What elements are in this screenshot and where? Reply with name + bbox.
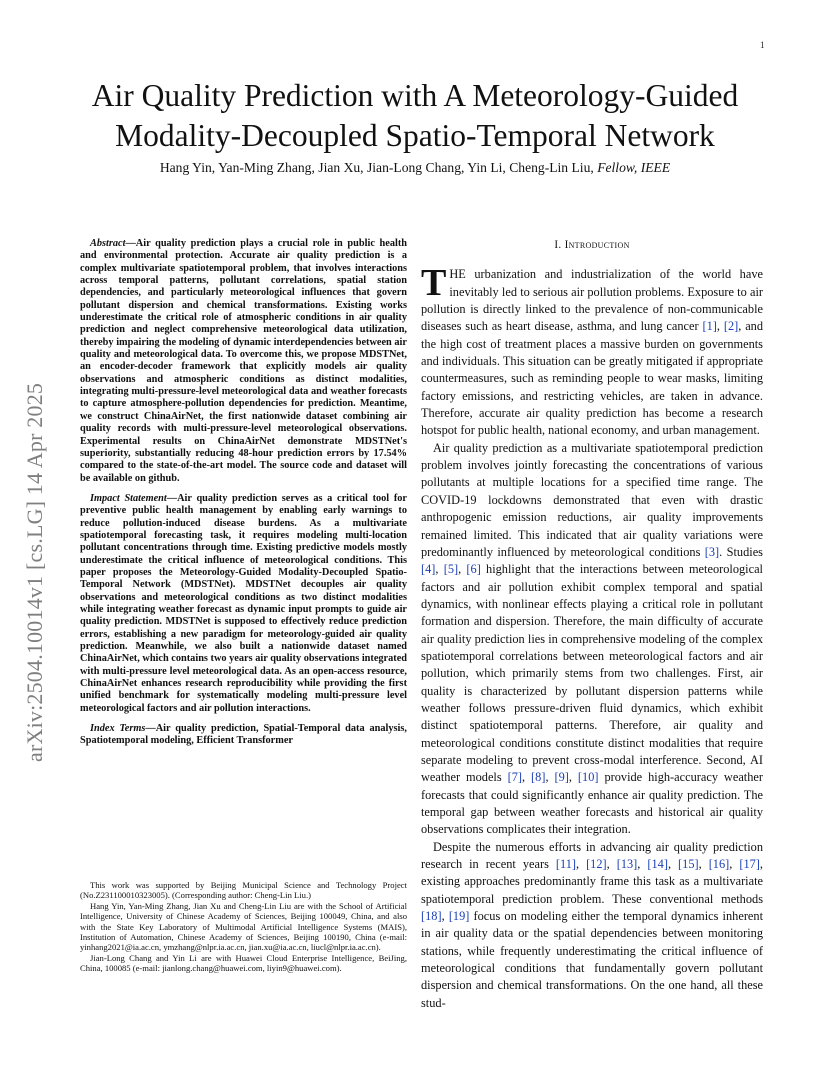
paper-title: [40, 76, 790, 156]
sep: ,: [698, 857, 709, 872]
citation[interactable]: [14]: [647, 857, 668, 872]
footnote-funding: This work was supported by Beijing Municipal Science and Technology Project (No.Z231100010323005). (Corresponding author: Cheng-Lin Liu.): [80, 880, 407, 901]
sep: ,: [435, 562, 444, 577]
p2-text: . Studies: [719, 544, 763, 559]
p3-text: Despite the numerous efforts in advancing air quality prediction research in recent years: [421, 839, 763, 872]
sep: ,: [458, 562, 467, 577]
abstract-text: —Air quality prediction plays a crucial role in public health and environmental protection. Accurate air quality prediction is a complex multivariate spatiotemporal problem, that involves interactions across temporal patterns, pollutant correlations, spatial station dependencies, and particularly meteorological influences that govern pollutant dispersion and chemical transformations. Existing works underestimate the critical role of atmospheric conditions in air quality prediction and neglect comprehensive meteorological data utilization, thereby impairing the modeling of dynamic interdependencies between air quality and meteorological data. To overcome this, we propose MDSTNet, an encoder-decoder framework that explicitly models air quality observations and atmospheric conditions as distinct modalities, integrating multi-pressure-level meteorological data and weather forecasts to capture atmosphere-pollution dependencies for prediction. Meantime, we construct ChinaAirNet, the first nationwide dataset combining air quality records with multi-pressure-level meteorological observations. Experimental results on ChinaAirNet demonstrate MDSTNet's superiority, substantially reducing 48-hour prediction errors by 17.54% compared to the state-of-the-art model. The source code and dataset will be available on github.: [80, 238, 407, 484]
citation[interactable]: [6]: [466, 562, 481, 577]
drop-cap: T: [421, 262, 447, 305]
p3-text: , existing approaches predominantly frame this task as a multivariate spatiotemporal prediction problem. These conventional methods: [421, 857, 764, 906]
footnote-affiliation-2: Jian-Long Chang and Yin Li are with Huawei Cloud Enterprise Intelligence, BeiJing, China, 100085 (e-mail: jianlong.chang@huawei.com, liyin9@huawei.com).: [80, 952, 407, 974]
citation[interactable]: [19]: [448, 909, 470, 924]
p3-text: focus on modeling either the temporal dynamics inherent in air quality data or the spatial dependencies between monitoring stations, while frequently underestimating the critical influence of meteorological conditions that fundamentally govern pollutant dispersion and chemical transformations. On the one hand, all these stud-: [421, 909, 764, 1010]
index-terms: [80, 723, 407, 748]
arxiv-stamp[interactable]: arXiv:2504.10014v1 [cs.LG] 14 Apr 2025: [22, 382, 47, 762]
sep: ,: [667, 857, 679, 872]
intro-paragraph-2: [421, 440, 763, 839]
index-terms-lead: Index Terms: [90, 723, 146, 735]
section-number: I.: [554, 239, 562, 251]
sep: ,: [606, 857, 617, 872]
intro-paragraph-1: [421, 262, 764, 439]
sep: ,: [716, 319, 724, 334]
citation[interactable]: [13]: [616, 857, 638, 872]
p2-text: provide high-accuracy weather forecasts that could significantly enhance air quality prediction. The temporal gap between weather forecasts and historical air quality observations complicates their integration.: [421, 770, 763, 837]
p1-text: , and the high cost of treatment places a massive burden on governments and individuals. This situation can be greatly mitigated if appropriate countermeasures, such as reminding people to wear masks, limiting factory emissions, and restricting vehicles, are taken in advance. Therefore, accurate air quality prediction has become a research hotspot for public health, national economy, and urban management.: [421, 319, 764, 438]
right-column: [421, 237, 763, 1012]
intro-paragraph-3: [421, 839, 763, 1012]
author-names: Hang Yin, Yan-Ming Zhang, Jian Xu, Jian-Long Chang, Yin Li, Cheng-Lin Liu,: [159, 160, 594, 175]
citation[interactable]: [4]: [421, 562, 436, 577]
impact-lead: Impact Statement: [90, 492, 167, 504]
p2-text: Air quality prediction as a multivariate spatiotemporal prediction problem involves jointly forecasting the concentrations of various pollutants at multiple locations for a specified time range. The COVID-19 lockdowns demonstrated that even with drastic anthropogenic emission reductions, air quality improvements remained limited. This indicated that air quality variations were predominantly influenced by meteorological conditions: [421, 440, 763, 559]
citation[interactable]: [16]: [708, 857, 730, 872]
sep: ,: [637, 857, 648, 872]
citation[interactable]: [18]: [421, 909, 442, 924]
sep: ,: [441, 909, 449, 924]
section-heading: [421, 237, 763, 254]
section-title: Introduction: [564, 239, 630, 251]
sep: ,: [729, 857, 740, 872]
citation[interactable]: [12]: [586, 857, 607, 872]
citation[interactable]: [1]: [702, 319, 717, 334]
p1-text: HE urbanization and industrialization of the world have inevitably led to serious air pollution problems. Exposure to air pollution is directly linked to the prevalence of non-communicable diseases such as heart disease, asthma, and lung cancer: [421, 267, 763, 334]
sep: ,: [568, 770, 578, 785]
citation[interactable]: [9]: [554, 770, 569, 785]
citation[interactable]: [5]: [443, 562, 459, 577]
author-list: [40, 160, 790, 176]
sep: ,: [545, 770, 555, 785]
citation[interactable]: [3]: [704, 544, 720, 559]
citation[interactable]: [10]: [577, 770, 599, 785]
impact-statement: [80, 493, 407, 715]
citation[interactable]: [11]: [555, 857, 576, 872]
impact-text: —Air quality prediction serves as a critical tool for preventive public health management by enabling early warnings to reduce pollution-induced disease burdens. As a multivariate spatiotemporal forecasting task, it requires modeling multi-location pollutant concentrations through time. Existing predictive models mostly underestimate the critical influence of meteorological conditions. This paper proposes the Meteorology-Guided Modality-Decoupled Spatio-Temporal Network (MDSTNet). MDSTNet decouples air quality observations and meteorological conditions as two distinct modalities while integrating weather forecast as dynamic input prompts to guide air quality prediction. MDSTNet is supposed to effectively reduce prediction errors, establishing a new paradigm for meteorology-guided air quality prediction. Meanwhile, we also built a nationwide dataset named ChinaAirNet, which contains two years air quality observations integrated with multi-pressure level meteorological data. As an open-access resource, ChinaAirNet enhances research reproducibility while providing the first unified benchmark for systematically modeling multi-pressure level meteorological factors and air pollution interactions.: [80, 492, 407, 714]
citation[interactable]: [8]: [531, 770, 546, 785]
left-column: [80, 238, 407, 756]
footnotes: [80, 880, 407, 974]
sep: ,: [522, 770, 532, 785]
p2-text: highlight that the interactions between meteorological factors and air pollution exhibit complex temporal and spatial dynamics, with nonlinear effects playing a critical role in pollutant formation and dispersion. Therefore, the main difficulty of accurate air quality prediction lies in comprehensive modeling of the complex spatiotemporal correlations between meteorological factors and air pollution, which primarily stems from two challenges. First, air quality is characterized by pollutant dispersion patterns while weather follows pressure-driven fluid dynamics, which exhibit distinct spatiotemporal patterns. Therefore, air quality and meteorological conditions constitute distinct modalities that require separate modeling to prevent cross-modal interference. Second, AI weather models: [421, 562, 763, 785]
footnote-affiliation-1: Hang Yin, Yan-Ming Zhang, Jian Xu and Cheng-Lin Liu are with the School of Artificial Intelligence, University of Chinese Academy of Sciences, Beijing 100049, China, and also with the State Key Laboratory of Multimodal Artificial Intelligence Systems (MAIS), Institution of Automation, Chinese Academy of Sciences, Beijing 100190, China (e-mail: yinhang2021@ia.ac.cn, ymzhang@nlpr.ia.ac.cn, jian.xu@ia.ac.cn, liucl@nlpr.ia.ac.cn).: [80, 900, 407, 953]
citation[interactable]: [7]: [507, 770, 523, 785]
sep: ,: [575, 857, 587, 872]
abstract-lead: Abstract: [90, 238, 126, 249]
citation[interactable]: [17]: [739, 857, 760, 872]
citation[interactable]: [15]: [678, 857, 699, 872]
title-line-2: Modality-Decoupled Spatio-Temporal Network: [115, 118, 715, 153]
abstract: [80, 238, 407, 485]
index-terms-text: —Air quality prediction, Spatial-Temporal data analysis, Spatiotemporal modeling, Efficient Transformer: [80, 723, 407, 747]
title-line-1: Air Quality Prediction with A Meteorology-Guided: [91, 78, 739, 113]
page-number: 1: [760, 40, 765, 50]
citation[interactable]: [2]: [723, 319, 739, 334]
author-fellow: Fellow, IEEE: [597, 160, 671, 175]
